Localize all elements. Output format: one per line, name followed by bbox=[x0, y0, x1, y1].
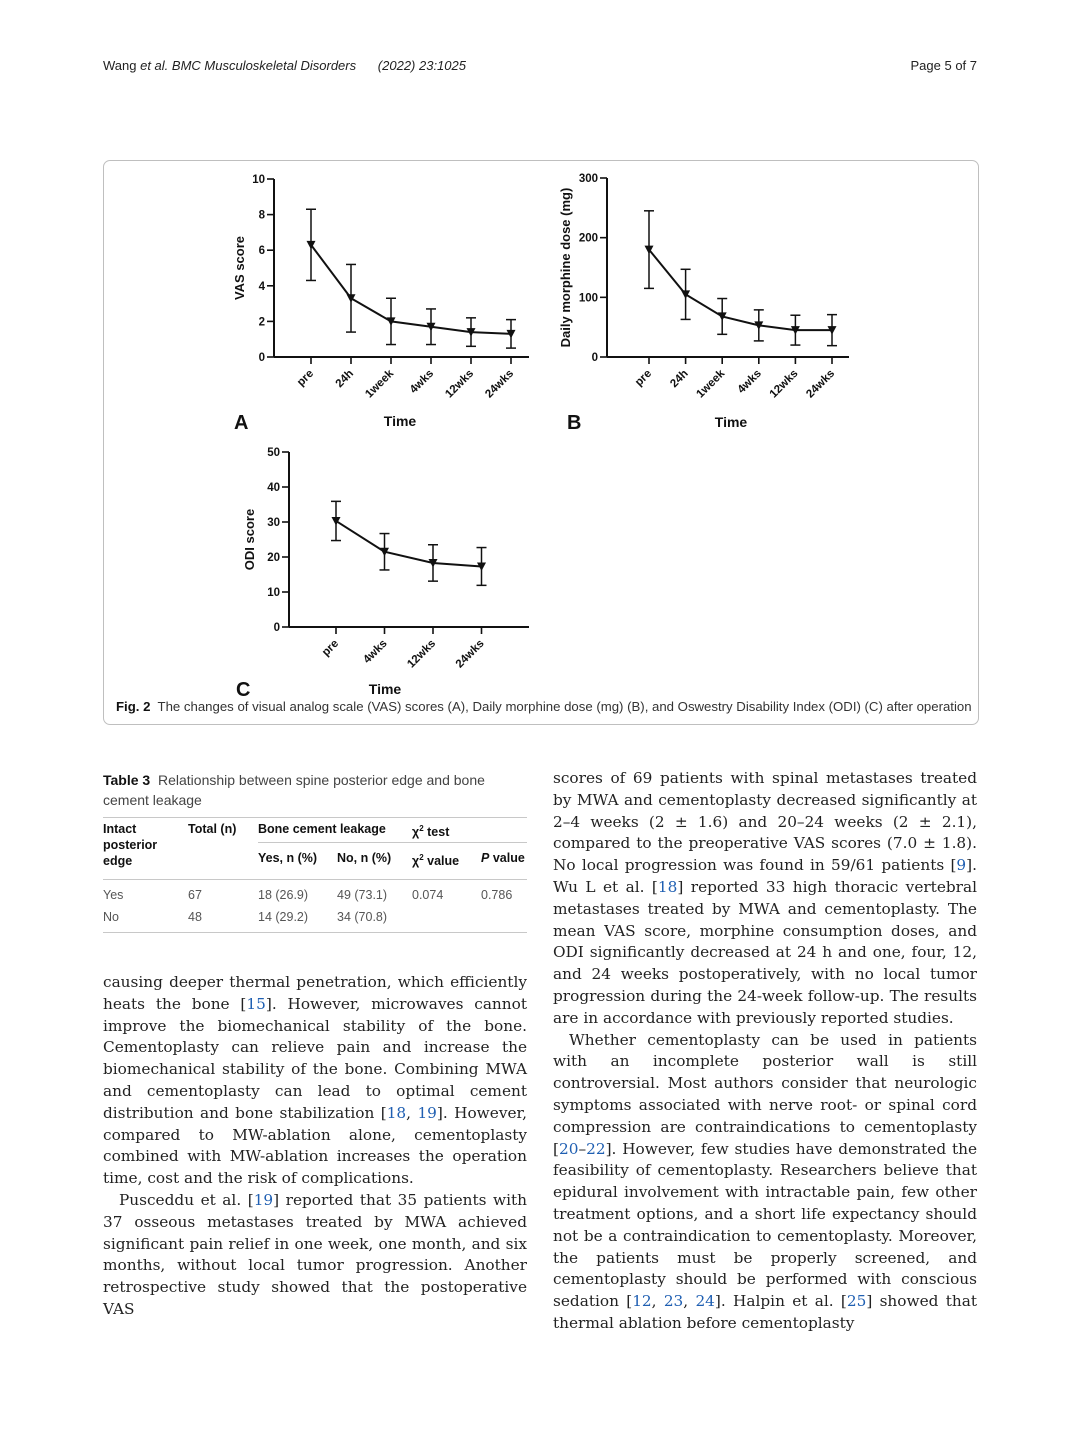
row-yes-no: 49 (73.1) bbox=[337, 888, 388, 902]
row-yes-p: 0.786 bbox=[481, 888, 513, 902]
y-tick-label: 0 bbox=[591, 352, 598, 364]
figure-caption bbox=[116, 699, 972, 714]
table-bottom-rule bbox=[103, 932, 527, 933]
left-column-text bbox=[103, 972, 527, 1321]
row-yes-total: 67 bbox=[188, 888, 202, 902]
figure-caption-text: The changes of visual analog scale (VAS) scores (A), Daily morphine dose (mg) (B), and Oswestry Disability Index (ODI) (C) after operation bbox=[157, 699, 972, 714]
x-axis-title: Time bbox=[714, 414, 748, 430]
citation-link[interactable]: 19 bbox=[417, 1103, 437, 1122]
y-tick-label: 0 bbox=[258, 352, 265, 364]
series-line bbox=[649, 250, 832, 331]
y-tick-label: 300 bbox=[578, 173, 598, 185]
figure-2 bbox=[103, 160, 979, 725]
header-intact-line3: edge bbox=[103, 854, 133, 868]
paragraph bbox=[103, 1190, 527, 1321]
citation-link[interactable]: 22 bbox=[586, 1139, 606, 1158]
chi-superscript: 2 bbox=[419, 824, 424, 833]
header-p-value bbox=[481, 850, 525, 866]
y-tick-label: 4 bbox=[258, 280, 265, 293]
text-run: ] showed that thermal ablation before cementoplasty bbox=[553, 1292, 977, 1332]
page-number: Page 5 of 7 bbox=[910, 58, 977, 73]
header-chi-test bbox=[412, 821, 449, 840]
text-run: ]. However, compared to MW-ablation alone, cementoplasty combined with MW-ablation increases the operation time, cost and the risk of complications. bbox=[103, 1103, 528, 1188]
header-intact-line1: Intact bbox=[103, 822, 137, 836]
figure-caption-label: Fig. 2 bbox=[116, 699, 151, 714]
text-run: causing deeper thermal penetration, which efficiently heats the bone [ bbox=[103, 973, 527, 1013]
row-no-edge: No bbox=[103, 910, 119, 924]
x-tick-label: 4wks bbox=[407, 367, 437, 397]
x-tick-label: pre bbox=[294, 367, 317, 389]
x-tick-label: 12wks bbox=[405, 637, 439, 671]
running-header bbox=[103, 58, 466, 73]
series-line bbox=[336, 521, 482, 567]
citation-link[interactable]: 15 bbox=[246, 994, 266, 1013]
y-axis-title: Daily morphine dose (mg) bbox=[558, 187, 573, 348]
x-tick-label: pre bbox=[632, 367, 655, 389]
x-axis-title: Time bbox=[368, 681, 402, 697]
text-run: ] reported that 35 patients with 37 osseous metastases treated by MWA achieved significant pain relief in one week, one month, and six months, without local tumor progression. Another retrospective study showed that the postoperative VAS bbox=[103, 1190, 527, 1318]
header-test-word: test bbox=[427, 825, 450, 840]
y-tick-label: 0 bbox=[273, 622, 280, 634]
row-yes-chi: 0.074 bbox=[412, 888, 444, 902]
header-yes: Yes, n (%) bbox=[258, 851, 318, 865]
y-tick-label: 30 bbox=[267, 517, 280, 529]
x-tick-label: 12wks bbox=[443, 367, 477, 401]
y-tick-label: 20 bbox=[267, 552, 280, 564]
y-tick-label: 10 bbox=[267, 587, 280, 599]
text-run: , bbox=[683, 1292, 696, 1311]
header-total: Total (n) bbox=[188, 822, 237, 836]
panel-label: C bbox=[236, 679, 251, 701]
y-tick-label: 40 bbox=[267, 482, 280, 494]
x-tick-label: 24h bbox=[668, 367, 691, 391]
y-tick-label: 100 bbox=[578, 292, 598, 305]
header-bone-cement-leakage: Bone cement leakage bbox=[258, 822, 386, 836]
data-point-marker bbox=[681, 290, 690, 299]
row-yes-edge: Yes bbox=[103, 888, 124, 902]
chi-symbol-2: χ bbox=[412, 854, 420, 869]
row-no-total: 48 bbox=[188, 910, 202, 924]
header-chi-value bbox=[412, 850, 459, 869]
text-run: ] reported 33 high thoracic vertebral metastases treated by MWA and cementoplasty. The mean VAS score, morphine consumption doses, and ODI significantly decreased at 24 h and one, four, 12, and 24 weeks postoperatively, with no local tumor progression during the 24-week follow-up. The results are in accordance with previously reported studies. bbox=[553, 877, 978, 1027]
header-journal: BMC Musculoskeletal Disorders bbox=[168, 58, 357, 73]
citation-link[interactable]: 12 bbox=[632, 1292, 652, 1311]
chi-superscript-2: 2 bbox=[419, 853, 424, 862]
x-tick-label: 24wks bbox=[483, 367, 517, 401]
header-p-letter: P bbox=[481, 851, 490, 865]
row-yes-yes: 18 (26.9) bbox=[258, 888, 309, 902]
table-caption-text: Relationship between spine posterior edge and bone cement leakage bbox=[103, 772, 485, 808]
y-axis-title: VAS score bbox=[232, 235, 247, 301]
y-tick-label: 50 bbox=[267, 447, 280, 459]
citation-link[interactable]: 20 bbox=[558, 1139, 579, 1158]
chi-symbol: χ bbox=[412, 825, 420, 840]
row-no-yes: 14 (29.2) bbox=[258, 910, 309, 924]
text-run: , bbox=[406, 1103, 418, 1122]
header-intact-line2: posterior bbox=[103, 838, 158, 852]
text-run: ]. Halpin et al. [ bbox=[714, 1292, 847, 1311]
y-tick-label: 200 bbox=[578, 232, 598, 245]
citation-link[interactable]: 24 bbox=[695, 1292, 715, 1311]
header-bottom-rule bbox=[103, 879, 527, 880]
panel-label: B bbox=[567, 412, 582, 434]
citation-link[interactable]: 18 bbox=[657, 877, 678, 896]
x-tick-label: 12wks bbox=[767, 367, 801, 401]
right-column-text bbox=[553, 768, 977, 1335]
text-run: ]. However, few studies have demonstrated the feasibility of cementoplasty. Researchers believe that epidural involvement with intractable pain, few other treatment options, and a short life expectancy should not be a contraindication to cementoplasty. Moreover, the patients must be properly screened, and cementoplasty should be performed with conscious sedation [ bbox=[553, 1139, 977, 1311]
y-tick-label: 10 bbox=[252, 174, 265, 186]
y-tick-label: 2 bbox=[258, 316, 265, 329]
y-axis-title: ODI score bbox=[242, 508, 257, 571]
citation-link[interactable]: 9 bbox=[956, 856, 967, 875]
x-tick-label: 24h bbox=[333, 367, 357, 391]
series-line bbox=[311, 245, 511, 334]
x-tick-label: 4wks bbox=[735, 367, 764, 397]
text-run: scores of 69 patients with spinal metastases treated by MWA and cementoplasty decreased significantly at 2–4 weeks (2 ± 1.6) and 20–24 weeks (2 ± 2.1), compared to the preoperative VAS scores (7.0 ± 1.8). No local progression was found in 59/61 patients [ bbox=[553, 769, 977, 875]
header-sub-rule bbox=[258, 842, 527, 843]
citation-link[interactable]: 25 bbox=[846, 1292, 867, 1311]
citation-link[interactable]: 19 bbox=[253, 1190, 274, 1209]
header-etal: et al. bbox=[140, 58, 169, 73]
x-tick-label: 1week bbox=[694, 367, 728, 401]
x-tick-label: 1week bbox=[363, 367, 397, 401]
x-tick-label: 24wks bbox=[804, 367, 838, 401]
text-run: – bbox=[578, 1139, 587, 1158]
citation-link[interactable]: 23 bbox=[663, 1292, 684, 1311]
y-tick-label: 6 bbox=[258, 245, 265, 258]
data-point-marker bbox=[347, 294, 356, 303]
header-no: No, n (%) bbox=[337, 851, 392, 865]
x-tick-label: 4wks bbox=[361, 637, 390, 667]
text-run: ]. Wu L et al. [ bbox=[553, 856, 977, 896]
panel-label: A bbox=[234, 412, 249, 434]
text-run: Pusceddu et al. [ bbox=[119, 1190, 254, 1209]
text-run: Whether cementoplasty can be used in patients with an incomplete posterior wall is still controversial. Most authors consider that neurologic symptoms associated with nerve root- or spinal cord compression are contraindications to cementoplasty [ bbox=[553, 1030, 977, 1158]
table-top-rule bbox=[103, 817, 527, 818]
header-year-volume: (2022) 23:1025 bbox=[377, 58, 466, 73]
paragraph bbox=[553, 1030, 977, 1335]
citation-link[interactable]: 18 bbox=[386, 1103, 407, 1122]
figure-charts bbox=[104, 161, 978, 724]
x-axis-title: Time bbox=[383, 413, 417, 429]
row-no-no: 34 (70.8) bbox=[337, 910, 388, 924]
table-caption bbox=[103, 770, 527, 810]
x-tick-label: pre bbox=[319, 637, 342, 659]
paragraph bbox=[103, 972, 527, 1190]
x-tick-label: 24wks bbox=[453, 637, 487, 671]
header-p-word: value bbox=[489, 851, 525, 865]
header-intact-edge bbox=[103, 821, 157, 869]
paragraph bbox=[553, 768, 977, 1030]
text-run: ]. However, microwaves cannot improve the biomechanical stability of the bone. Cementoplasty can relieve pain and increase the biomechanical stability of the bone. Combining MWA and cementoplasty can lead to optimal cement distribution and bone stabilization [ bbox=[103, 994, 527, 1122]
data-point-marker bbox=[332, 517, 341, 526]
text-run: , bbox=[651, 1292, 664, 1311]
header-authors: Wang bbox=[103, 58, 141, 73]
header-value-word: value bbox=[427, 854, 460, 869]
y-tick-label: 8 bbox=[258, 209, 265, 222]
table-label: Table 3 bbox=[103, 772, 151, 788]
